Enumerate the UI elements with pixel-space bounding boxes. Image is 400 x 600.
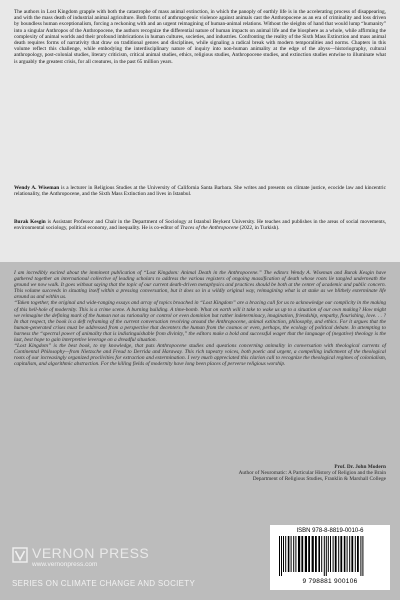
barcode-icon xyxy=(278,536,382,576)
author-bio-wiseman xyxy=(14,185,386,197)
upper-panel xyxy=(0,0,400,262)
book-title-italic: Traces of the Anthropocene xyxy=(180,225,239,232)
isbn-barcode xyxy=(270,525,390,590)
author-name: Burak Kesgin xyxy=(14,219,46,225)
author-bio-text: (2022, in Turkish). xyxy=(238,225,280,232)
series-name: SERIES ON CLIMATE CHANGE AND SOCIETY xyxy=(12,579,196,588)
isbn-label: ISBN 978-8-8819-0010-6 xyxy=(296,528,364,534)
endorsement-paragraph: “Taken together, the original and wide-ranging essays and array of topics broached in “Lost Kingdom” are a bracing call for us to acknowledge our complicity in the making of this hell-hole of modernity. This is a crime scene. A burning building. A time-bomb. What on earth will it take to wake us up to a situation of our own making? How might we reimagine the defining mark of the human not as rationality or control or even dominion but rather indeterminacy, imagination, friendship, empathy, flourishing, love. . . ? In that respect, the book is a deft reframing of the current conversation revolving around the Anthropocene, animal extinction, philosophy, and ethics. For it argues that the human-generated crises must be addressed from a perspective that decenters the human from the cosmos or even, perhaps, the ecology of political debate. In attempting to harness the “spectral power of animality that is indistinguishable from divinity,” the editors make a bold and successful wager that the language of (negative) theology is the last, best hope to gain interpretive leverage on a dreadful situation. xyxy=(14,300,386,344)
author-bio-text: is Assistant Professor and Chair in the Department of Sociology at Istanbul Beykent University. He teaches and publishes in the areas of social movements, environmental sociology, political economy, and inequality. He is co-editor of xyxy=(14,219,386,232)
barcode-digits: 9 798881 900106 xyxy=(302,578,358,585)
endorser-credit: Author of Neuromatic: A Particular History of Religion and the Brain xyxy=(238,470,386,477)
publisher-logo xyxy=(12,545,192,571)
author-bio-kesgin xyxy=(14,219,386,231)
vernon-press-logo-icon xyxy=(12,547,28,563)
author-bio-text: is a lecturer in Religious Studies at the University of California Santa Barbara. She writes and presents on climate justice, ecocide law and kincentric relationality, the Anthropocene, and the Sixth Mass Extinction and lives in Istanbul. xyxy=(14,185,386,198)
endorser-affiliation: Department of Religious Studies, Franklin & Marshall College xyxy=(252,476,386,483)
author-name: Wendy A. Wiseman xyxy=(14,185,60,191)
endorsement-paragraph: “Lost Kingdom” is the best book, to my knowledge, that puts Anthropocene studies and questions concerning animality in conversation with theological currents of Continental Philosophy—from Nietzsche and Freud to Derrida and Haraway. This rich tapestry voices, both poetic and urgent, a compelling indictment of the theological roots of our increasingly organized proclivities for extraction and extermination. I very much appreciated this clarion call to recognize the theological regimes of colonialism, capitalism, and algorithmic abstraction. For the killing fields of modernity have long been places of perverse religious worship. xyxy=(14,343,386,368)
publisher-url: www.vernonpress.com xyxy=(32,561,98,568)
endorser-signature xyxy=(126,464,386,483)
publisher-name: VERNON PRESS xyxy=(32,545,150,561)
endorser-name: Prof. Dr. John Modern xyxy=(334,464,386,470)
book-blurb: The authors in Lost Kingdom grapple with both the catastrophe of mass animal extinction, in which the panoply of earthly life is in the accelerating process of disappearing, and with the mass death of industrial animal agriculture. Both forms of anthropogenic violence against animals cast the Anthropocene as an era of criminality and loss driven by boundless human exceptionalism, forcing a reckoning with and an urgent reimagining of human-animal relations. Without the sleights of hand that would lump “humanity” into a singular Anthropos of the Anthropocene, the authors recognize the differential nature of human impacts on animal life and the biosphere as a whole, while affirming the complexity of animal worlds and their profound imbrications in human cultures, societies, and industries. Confronting the reality of the Sixth Mass Extinction and mass animal death requires forms of narrativity that draw on traditional genres and disciplines, while signaling a radical break with modern temporalities and norms. Chapters in this volume reflect this challenge, while embodying the interdisciplinary nature of inquiry into non-human animality at the edge of the abyss—historiography, cultural anthropology, post-colonial studies, literary criticism, critical animal studies, ethics, religious studies, Anthropocene studies, and extinction studies entwine to illuminate what is arguably the greatest crisis, for all creatures, in the past 65 million years. xyxy=(14,9,386,65)
endorsement xyxy=(14,270,386,368)
endorsement-paragraph: I am incredibly excited about the imminent publication of “Lost Kingdom: Animal Death in the Anthropocene.” The editors Wendy A. Wiseman and Burak Kesgin have gathered together an international collective of leading scholars to address the various registers of ongoing massification of death whose roots lie tangled underneath the ground we now walk. It goes without saying that the topic of our current death-driven metaphysics and practices should be both at the center of academic and public concern. This volume succeeds in situating itself within a pressing conversation, but it does so in a wildly original way, reimagining what is at stake as we blithely exterminate life around us and within us. xyxy=(14,270,386,301)
